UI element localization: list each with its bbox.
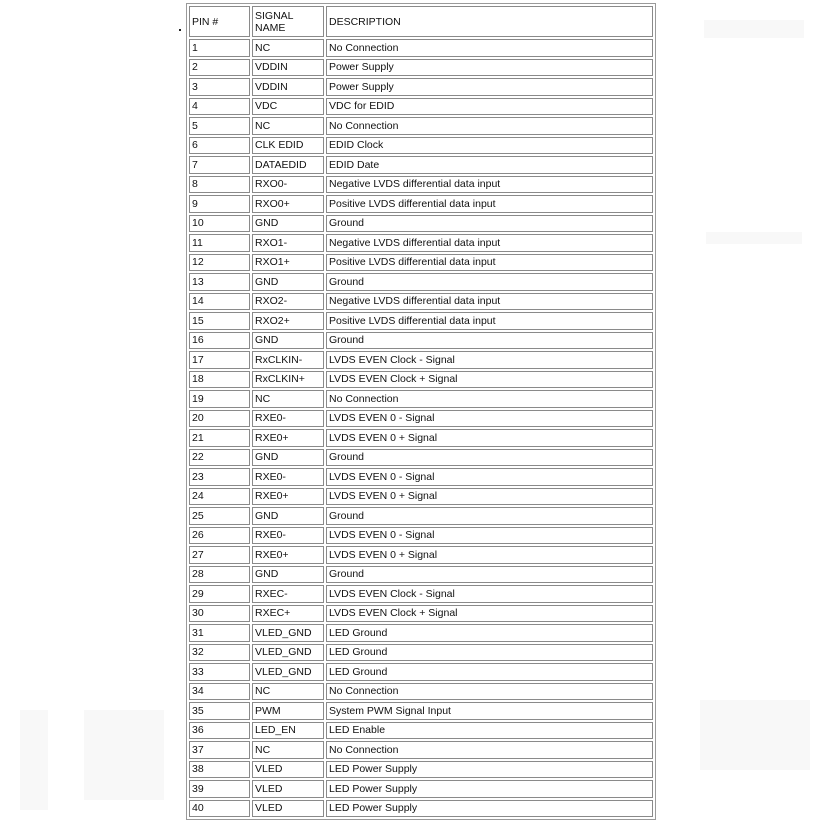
description-cell: LVDS EVEN 0 - Signal — [326, 410, 653, 428]
pin-cell: 23 — [189, 468, 250, 486]
header-pin: PIN # — [189, 6, 250, 37]
table-row — [189, 215, 653, 233]
pin-cell: 5 — [189, 117, 250, 135]
background-artifact — [706, 232, 802, 244]
pin-cell: 28 — [189, 566, 250, 584]
table-row — [189, 59, 653, 77]
table-row — [189, 449, 653, 467]
signal-name-cell: RXEC+ — [252, 605, 324, 623]
pin-cell: 18 — [189, 371, 250, 389]
table-row — [189, 566, 653, 584]
description-cell: LVDS EVEN 0 - Signal — [326, 527, 653, 545]
table-row — [189, 429, 653, 447]
pin-cell: 25 — [189, 507, 250, 525]
table-row — [189, 39, 653, 57]
table-row — [189, 78, 653, 96]
description-cell: Positive LVDS differential data input — [326, 195, 653, 213]
description-cell: Positive LVDS differential data input — [326, 312, 653, 330]
description-cell: LVDS EVEN Clock - Signal — [326, 585, 653, 603]
table-row — [189, 254, 653, 272]
pin-cell: 3 — [189, 78, 250, 96]
pin-cell: 22 — [189, 449, 250, 467]
description-cell: VDC for EDID — [326, 98, 653, 116]
table-body — [189, 39, 653, 817]
table-row — [189, 741, 653, 759]
table-row — [189, 234, 653, 252]
pin-cell: 2 — [189, 59, 250, 77]
pin-cell: 9 — [189, 195, 250, 213]
pin-cell: 6 — [189, 137, 250, 155]
signal-name-cell: GND — [252, 332, 324, 350]
signal-name-cell: NC — [252, 741, 324, 759]
description-cell: EDID Clock — [326, 137, 653, 155]
table-row — [189, 117, 653, 135]
pin-cell: 11 — [189, 234, 250, 252]
pin-cell: 16 — [189, 332, 250, 350]
pin-cell: 27 — [189, 546, 250, 564]
description-cell: No Connection — [326, 117, 653, 135]
pin-cell: 40 — [189, 800, 250, 818]
table-row — [189, 468, 653, 486]
description-cell: LVDS EVEN 0 - Signal — [326, 468, 653, 486]
description-cell: Negative LVDS differential data input — [326, 234, 653, 252]
header-signal-line1: SIGNAL — [255, 9, 294, 22]
pin-cell: 33 — [189, 663, 250, 681]
signal-name-cell: GND — [252, 449, 324, 467]
signal-name-cell: RXO2+ — [252, 312, 324, 330]
pin-cell: 14 — [189, 293, 250, 311]
signal-name-cell: VLED_GND — [252, 624, 324, 642]
table-row — [189, 410, 653, 428]
pin-cell: 1 — [189, 39, 250, 57]
signal-name-cell: RxCLKIN- — [252, 351, 324, 369]
table-row — [189, 624, 653, 642]
signal-name-cell: VLED — [252, 780, 324, 798]
scan-speck — [179, 29, 181, 31]
description-cell: No Connection — [326, 683, 653, 701]
description-cell: LED Enable — [326, 722, 653, 740]
signal-name-cell: LED_EN — [252, 722, 324, 740]
signal-name-cell: PWM — [252, 702, 324, 720]
pin-cell: 21 — [189, 429, 250, 447]
pin-cell: 31 — [189, 624, 250, 642]
description-cell: Negative LVDS differential data input — [326, 293, 653, 311]
table-row — [189, 527, 653, 545]
description-cell: Power Supply — [326, 78, 653, 96]
table-row — [189, 585, 653, 603]
background-artifact — [84, 710, 164, 800]
pin-cell: 34 — [189, 683, 250, 701]
pin-cell: 37 — [189, 741, 250, 759]
signal-name-cell: VLED_GND — [252, 644, 324, 662]
table-row — [189, 761, 653, 779]
description-cell: LVDS EVEN 0 + Signal — [326, 429, 653, 447]
signal-name-cell: NC — [252, 390, 324, 408]
description-cell: Ground — [326, 566, 653, 584]
pin-cell: 30 — [189, 605, 250, 623]
signal-name-cell: NC — [252, 39, 324, 57]
signal-name-cell: GND — [252, 215, 324, 233]
table-row — [189, 702, 653, 720]
description-cell: LED Power Supply — [326, 780, 653, 798]
pin-cell: 32 — [189, 644, 250, 662]
description-cell: Ground — [326, 332, 653, 350]
table-row — [189, 293, 653, 311]
signal-name-cell: GND — [252, 273, 324, 291]
signal-name-cell: VLED — [252, 761, 324, 779]
signal-name-cell: RXE0+ — [252, 429, 324, 447]
table-row — [189, 332, 653, 350]
pin-cell: 13 — [189, 273, 250, 291]
pin-cell: 12 — [189, 254, 250, 272]
pin-cell: 38 — [189, 761, 250, 779]
pin-cell: 15 — [189, 312, 250, 330]
pin-cell: 4 — [189, 98, 250, 116]
description-cell: LED Ground — [326, 624, 653, 642]
table-row — [189, 390, 653, 408]
table-row — [189, 351, 653, 369]
table-row — [189, 663, 653, 681]
description-cell: Ground — [326, 215, 653, 233]
description-cell: LVDS EVEN Clock + Signal — [326, 371, 653, 389]
description-cell: LVDS EVEN Clock - Signal — [326, 351, 653, 369]
table-row — [189, 722, 653, 740]
header-row — [189, 6, 653, 37]
signal-name-cell: RXO1- — [252, 234, 324, 252]
table-row — [189, 273, 653, 291]
description-cell: System PWM Signal Input — [326, 702, 653, 720]
signal-name-cell: VLED_GND — [252, 663, 324, 681]
signal-name-cell: RXO2- — [252, 293, 324, 311]
signal-name-cell: VLED — [252, 800, 324, 818]
signal-name-cell: DATAEDID — [252, 156, 324, 174]
pin-cell: 35 — [189, 702, 250, 720]
table-row — [189, 98, 653, 116]
table-row — [189, 312, 653, 330]
table-row — [189, 780, 653, 798]
description-cell: No Connection — [326, 39, 653, 57]
signal-name-cell: RXO0- — [252, 176, 324, 194]
table-header — [189, 6, 653, 37]
background-artifact — [20, 710, 48, 810]
signal-name-cell: RXO1+ — [252, 254, 324, 272]
signal-name-cell: RxCLKIN+ — [252, 371, 324, 389]
description-cell: Ground — [326, 273, 653, 291]
signal-name-cell: VDDIN — [252, 78, 324, 96]
table-row — [189, 546, 653, 564]
signal-name-cell: RXO0+ — [252, 195, 324, 213]
background-artifact — [704, 20, 804, 38]
pin-cell: 10 — [189, 215, 250, 233]
pin-assignment-table — [186, 3, 656, 820]
table-row — [189, 800, 653, 818]
signal-name-cell: RXE0- — [252, 410, 324, 428]
background-artifact — [700, 700, 810, 770]
table-row — [189, 683, 653, 701]
table-row — [189, 137, 653, 155]
description-cell: No Connection — [326, 741, 653, 759]
signal-name-cell: RXE0+ — [252, 488, 324, 506]
description-cell: LVDS EVEN 0 + Signal — [326, 546, 653, 564]
description-cell: No Connection — [326, 390, 653, 408]
description-cell: LED Power Supply — [326, 761, 653, 779]
header-signal-name — [252, 6, 324, 37]
table-row — [189, 507, 653, 525]
signal-name-cell: RXE0+ — [252, 546, 324, 564]
header-description: DESCRIPTION — [326, 6, 653, 37]
pin-cell: 39 — [189, 780, 250, 798]
pin-cell: 19 — [189, 390, 250, 408]
signal-name-cell: NC — [252, 683, 324, 701]
description-cell: LVDS EVEN 0 + Signal — [326, 488, 653, 506]
signal-name-cell: GND — [252, 507, 324, 525]
table-row — [189, 176, 653, 194]
signal-name-cell: VDDIN — [252, 59, 324, 77]
signal-name-cell: CLK EDID — [252, 137, 324, 155]
pin-cell: 7 — [189, 156, 250, 174]
pin-cell: 29 — [189, 585, 250, 603]
description-cell: Negative LVDS differential data input — [326, 176, 653, 194]
description-cell: LED Ground — [326, 644, 653, 662]
description-cell: Power Supply — [326, 59, 653, 77]
signal-name-cell: RXEC- — [252, 585, 324, 603]
pin-cell: 24 — [189, 488, 250, 506]
signal-name-cell: RXE0- — [252, 527, 324, 545]
pin-cell: 8 — [189, 176, 250, 194]
description-cell: LED Ground — [326, 663, 653, 681]
description-cell: Ground — [326, 449, 653, 467]
pin-cell: 17 — [189, 351, 250, 369]
pin-cell: 20 — [189, 410, 250, 428]
description-cell: Ground — [326, 507, 653, 525]
table-row — [189, 605, 653, 623]
table-row — [189, 488, 653, 506]
pin-cell: 36 — [189, 722, 250, 740]
header-signal-line2: NAME — [255, 21, 286, 34]
description-cell: Positive LVDS differential data input — [326, 254, 653, 272]
description-cell: LED Power Supply — [326, 800, 653, 818]
table-row — [189, 195, 653, 213]
table-row — [189, 644, 653, 662]
pin-cell: 26 — [189, 527, 250, 545]
signal-name-cell: GND — [252, 566, 324, 584]
description-cell: EDID Date — [326, 156, 653, 174]
table-row — [189, 371, 653, 389]
description-cell: LVDS EVEN Clock + Signal — [326, 605, 653, 623]
table-row — [189, 156, 653, 174]
signal-name-cell: VDC — [252, 98, 324, 116]
signal-name-cell: RXE0- — [252, 468, 324, 486]
signal-name-cell: NC — [252, 117, 324, 135]
